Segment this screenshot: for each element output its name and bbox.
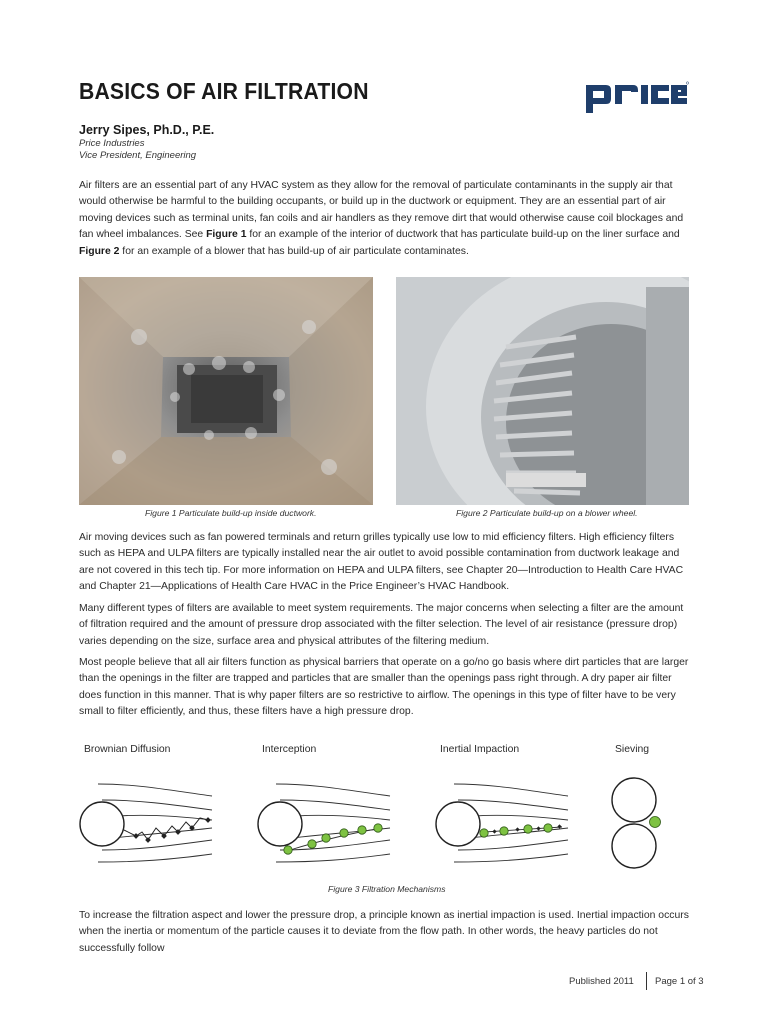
author-name: Jerry Sipes, Ph.D., P.E.	[79, 123, 215, 137]
affiliation-company: Price Industries	[79, 138, 145, 149]
footer-divider	[646, 972, 647, 990]
diagram-inertial-impaction	[434, 770, 574, 875]
price-logo	[584, 80, 689, 116]
paragraph-physical-barriers: Most people believe that all air filters function as physical barriers that operate on a go/no go basis where dirt particles that are larger than the openings in the filter are trapped and particles that are smaller than the openings pass right through. A dry paper air filter does function in this manner. That is why paper filters are so restrictive to airflow. The openings in this type of filter have to be very small to filter efficiently, and thus, these filters have a high pressure drop.	[79, 657, 689, 718]
intro-paragraph: Air filters are an essential part of any HVAC system as they allow for the removal of particulate contaminants in the supply air that would otherwise be harmful to the building occupants, or build up in the ductwork or equipment. They are an essential part of air moving devices such as terminal units, fan coils and air handlers as they remove dirt that would otherwise cause coil blockages and fan wheel imbalances. See Figure 1 for an example of the interior of ductwork that has particulate build-up on the liner surface and Figure 2 for an example of a blower that has build-up of air particulate contaminates.	[79, 180, 684, 257]
figure-2-reference[interactable]: Figure 2	[79, 245, 120, 257]
footer-published-date: Published 2011	[569, 976, 634, 987]
label-interception: Interception	[262, 744, 317, 755]
paragraph-filter-types: Many different types of filters are available to meet system requirements. The major concerns when selecting a filter are the amount of filtration required and the amount of pressure drop associated with the filter selection. The level of air resistance (pressure drop) varies depending on the size, surface area and physical attributes of the filtering medium.	[79, 603, 684, 647]
figure-1-reference[interactable]: Figure 1	[206, 229, 247, 241]
figure-2-blower-wheel-photo	[396, 277, 689, 505]
footer-page-number: Page 1 of 3	[655, 976, 704, 987]
diagram-brownian-diffusion	[78, 770, 218, 875]
author-affiliation	[79, 138, 196, 162]
figure-1-caption: Figure 1 Particulate build-up inside ductwork.	[145, 508, 317, 518]
paragraph-filter-efficiency: Air moving devices such as fan powered terminals and return grilles typically use low to mid efficiency filters. High efficiency filters such as HEPA and ULPA filters are typically installed near the air outlet to avoid possible contamination from ductwork leakage and are not covered in this tech tip. For more information on HEPA and ULPA filters, see Chapter 20—Introduction to Health Care HVAC and Chapter 21—Applications of Health Care HVAC in the Price Engineer’s HVAC Handbook.	[79, 532, 684, 593]
figure-2-caption: Figure 2 Particulate build-up on a blower wheel.	[456, 508, 638, 518]
paragraph-inertial-impaction: To increase the filtration aspect and lower the pressure drop, a principle known as inertial impaction is used. Inertial impaction occurs when the inertia or momentum of the particle causes it to deviate from the flow path. In other words, the heavy particles do not successfully follow	[79, 910, 689, 954]
figure-1-ductwork-photo	[79, 277, 373, 505]
label-inertial-impaction: Inertial Impaction	[440, 744, 520, 755]
diagram-interception	[256, 770, 396, 875]
figure-3-caption: Figure 3 Filtration Mechanisms	[328, 884, 446, 894]
label-sieving: Sieving	[615, 744, 650, 755]
affiliation-title: Vice President, Engineering	[79, 150, 197, 161]
label-brownian-diffusion: Brownian Diffusion	[84, 744, 171, 755]
diagram-sieving	[606, 770, 676, 885]
page-title: BASICS OF AIR FILTRATION	[79, 78, 369, 104]
